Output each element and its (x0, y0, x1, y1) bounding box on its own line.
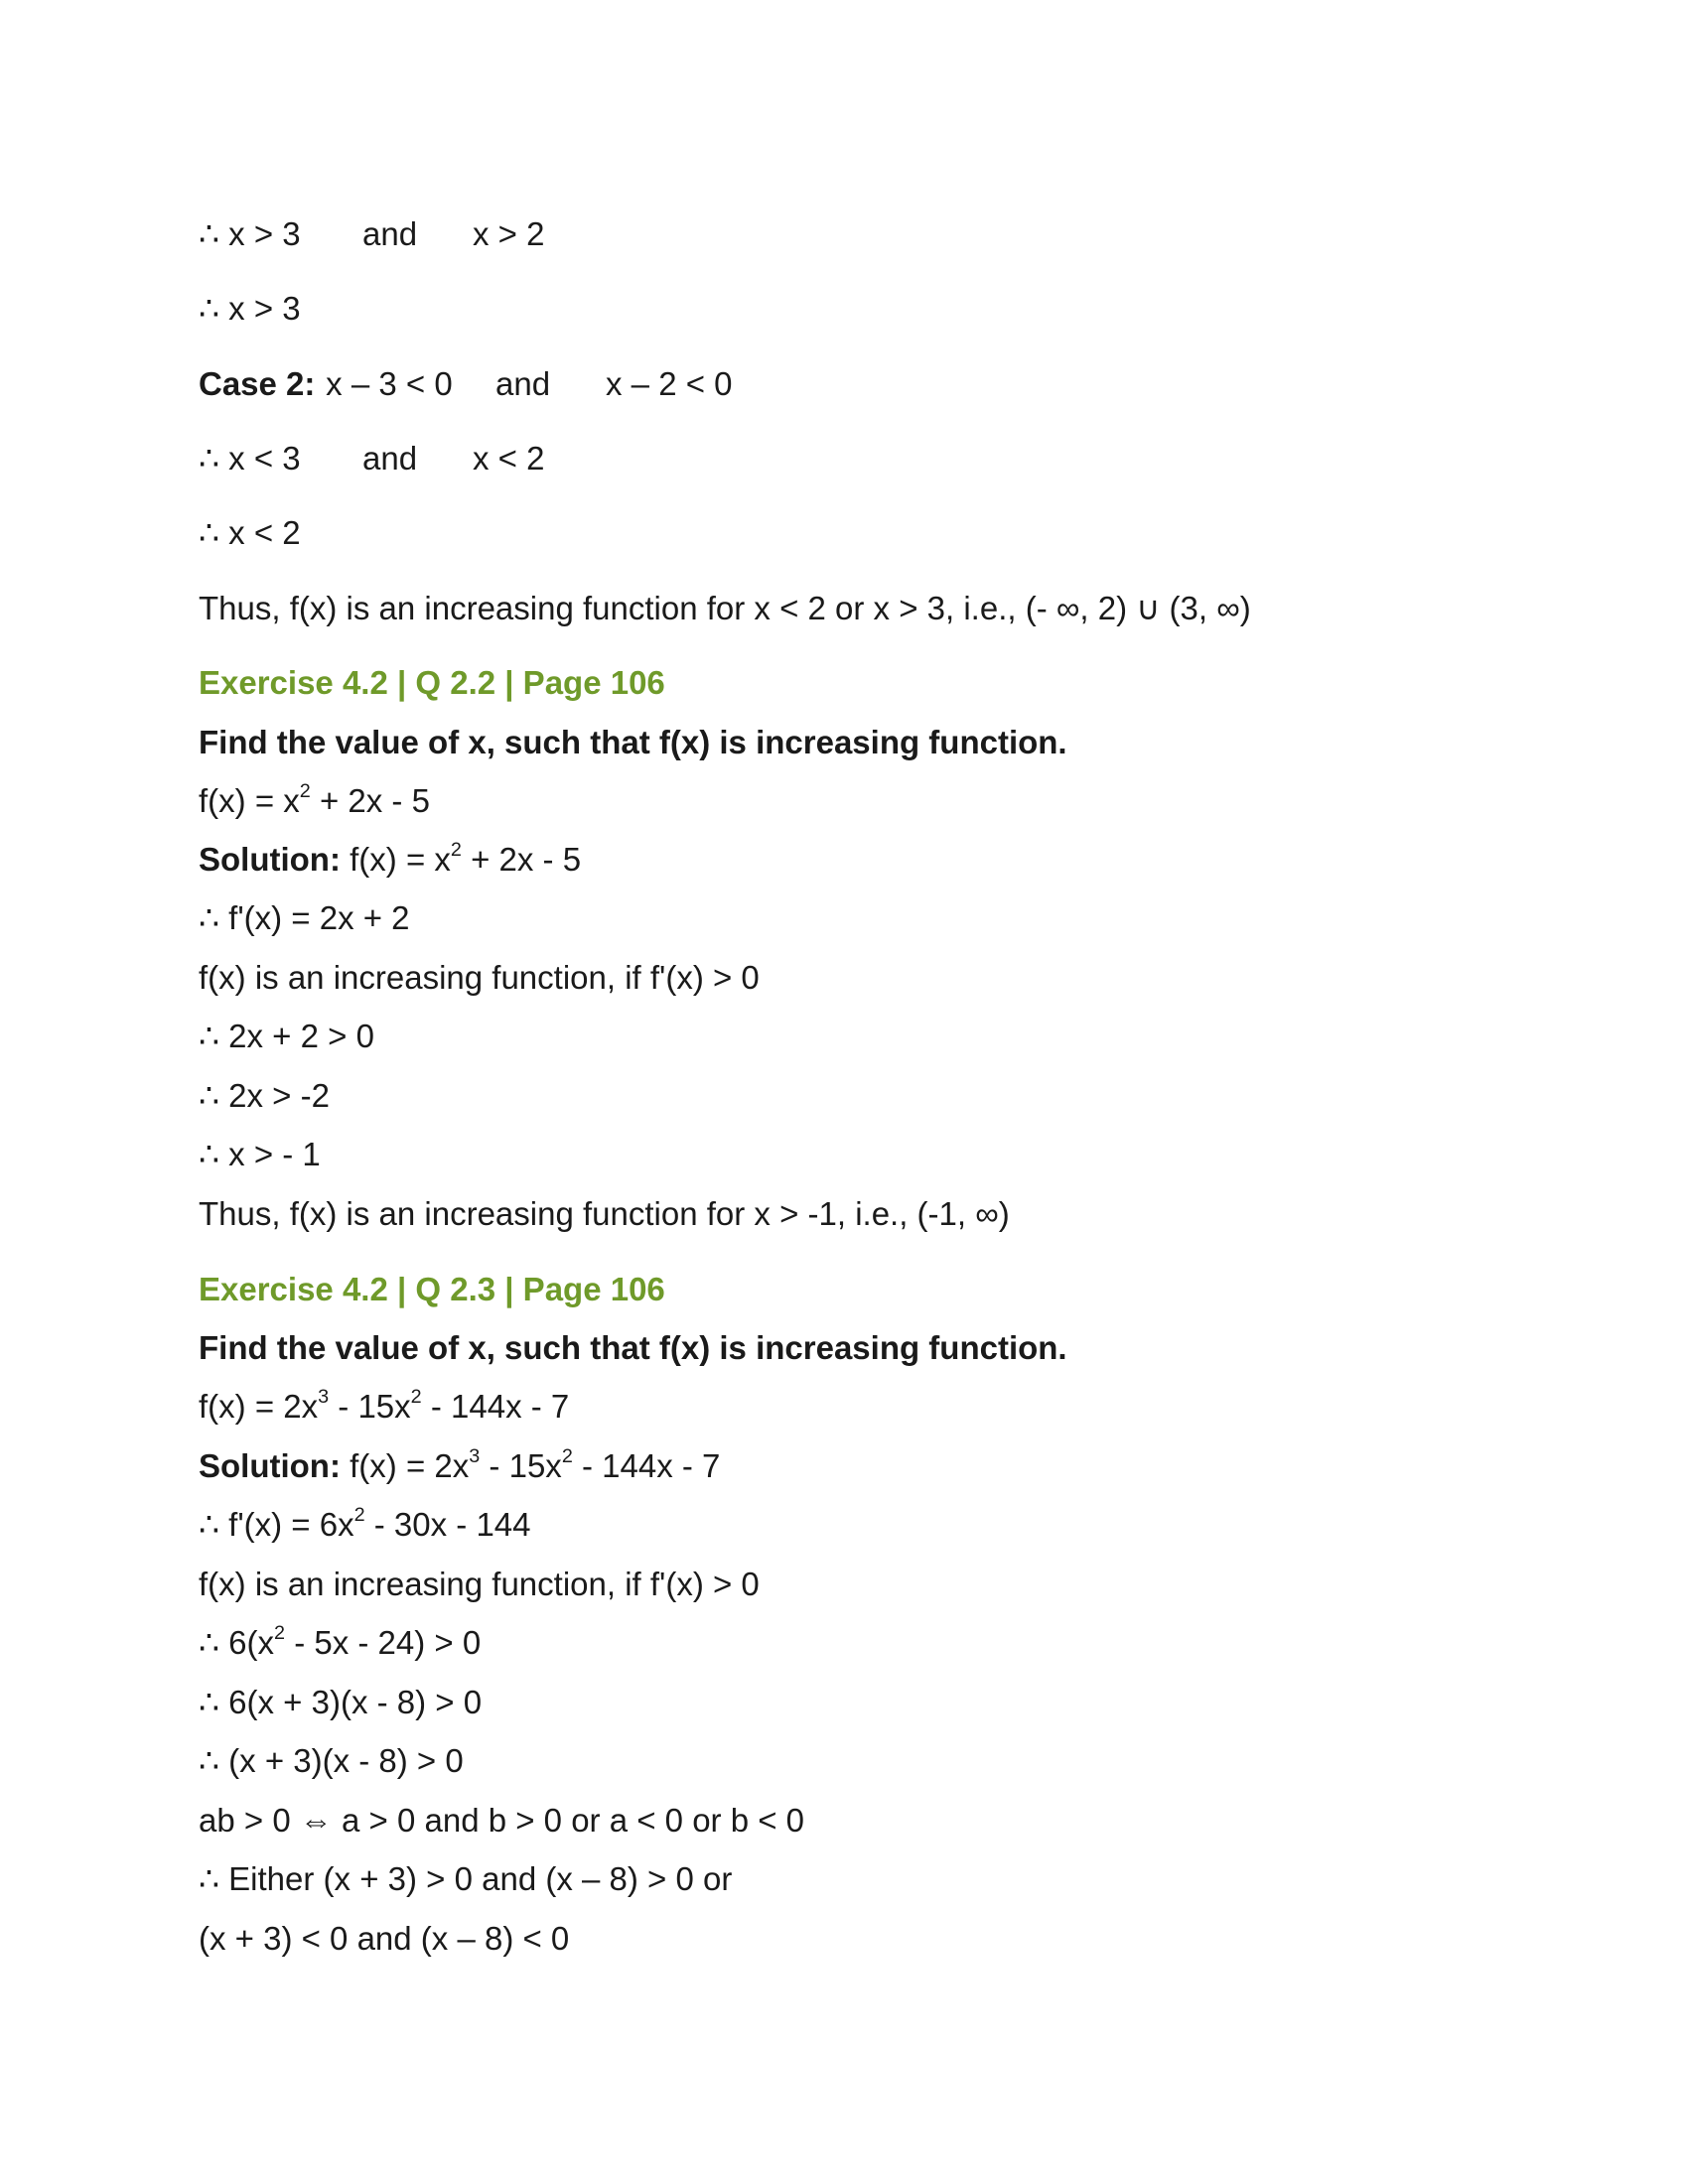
derivative-part: ∴ f'(x) = 6x (199, 1506, 354, 1543)
exponent: 2 (450, 839, 462, 862)
derivative-line (199, 1505, 531, 1545)
solution-line (199, 840, 581, 880)
exponent: 3 (318, 1386, 330, 1409)
case-2-condition-b: x – 2 < 0 (606, 365, 733, 402)
and-word: and (362, 440, 418, 477)
step-line: ∴ Either (x + 3) > 0 and (x – 8) > 0 or (199, 1860, 733, 1897)
implication-line-2: ∴ x > 3 (199, 290, 301, 327)
exponent: 3 (469, 1445, 481, 1468)
case-2-condition-a: x – 3 < 0 (317, 365, 453, 402)
rule-line: ab > 0 ⇔ a > 0 and b > 0 or a < 0 or b < 0 (199, 1802, 805, 1839)
step-line: ∴ x > - 1 (199, 1136, 321, 1172)
conclusion-line: Thus, f(x) is an increasing function for x > -1, i.e., (-1, ∞) (199, 1195, 1010, 1232)
step-line: ∴ 2x > -2 (199, 1077, 330, 1114)
fx-part: + 2x - 5 (310, 782, 430, 819)
fx-part: f(x) = 2x (199, 1388, 319, 1425)
solution-label: Solution: (199, 1447, 341, 1484)
function-definition (199, 1387, 569, 1427)
solution-part: + 2x - 5 (461, 841, 582, 878)
inequality-a: ∴ x > 3 (199, 215, 301, 252)
inequality-b: x > 2 (473, 215, 545, 252)
derivative-line: ∴ f'(x) = 2x + 2 (199, 899, 410, 936)
solution-part: f(x) = x (340, 841, 451, 878)
question-text: Find the value of x, such that f(x) is increasing function. (199, 1329, 1067, 1366)
solution-line (199, 1446, 720, 1486)
exponent: 2 (353, 1504, 365, 1527)
and-word: and (495, 365, 551, 402)
step-line (199, 1623, 481, 1663)
step-part: - 5x - 24) > 0 (285, 1624, 482, 1661)
implication-line-1 (199, 214, 794, 254)
fx-part: - 15x (329, 1388, 411, 1425)
exponent: 2 (299, 780, 311, 803)
exercise-heading: Exercise 4.2 | Q 2.3 | Page 106 (199, 1271, 665, 1307)
step-line: ∴ 6(x + 3)(x - 8) > 0 (199, 1684, 483, 1720)
exponent: 2 (410, 1386, 422, 1409)
exponent: 2 (561, 1445, 573, 1468)
step-line: ∴ 2x + 2 > 0 (199, 1018, 374, 1054)
derivative-part: - 30x - 144 (364, 1506, 531, 1543)
solution-part: f(x) = 2x (340, 1447, 470, 1484)
step-line: (x + 3) < 0 and (x – 8) < 0 (199, 1920, 570, 1957)
step-part: ∴ 6(x (199, 1624, 275, 1661)
solution-part: - 144x - 7 (572, 1447, 721, 1484)
exponent: 2 (274, 1622, 286, 1645)
implication-line-5: ∴ x < 2 (199, 514, 301, 551)
inequality-b: x < 2 (473, 440, 545, 477)
conclusion-line: Thus, f(x) is an increasing function for x < 2 or x > 3, i.e., (- ∞, 2) ∪ (3, ∞) (199, 590, 1251, 626)
inequality-a: ∴ x < 3 (199, 440, 301, 477)
fx-part: f(x) = x (199, 782, 300, 819)
fx-part: - 144x - 7 (421, 1388, 570, 1425)
case-2-line (199, 364, 894, 404)
case-2-label: Case 2: (199, 365, 316, 402)
condition-line: f(x) is an increasing function, if f'(x) > 0 (199, 1566, 760, 1602)
and-word: and (362, 215, 418, 252)
solution-part: - 15x (480, 1447, 562, 1484)
solution-label: Solution: (199, 841, 341, 878)
implication-line-4 (199, 439, 794, 478)
function-definition (199, 781, 430, 821)
condition-line: f(x) is an increasing function, if f'(x) > 0 (199, 959, 760, 996)
question-text: Find the value of x, such that f(x) is increasing function. (199, 724, 1067, 760)
step-line: ∴ (x + 3)(x - 8) > 0 (199, 1742, 464, 1779)
exercise-heading: Exercise 4.2 | Q 2.2 | Page 106 (199, 664, 665, 701)
